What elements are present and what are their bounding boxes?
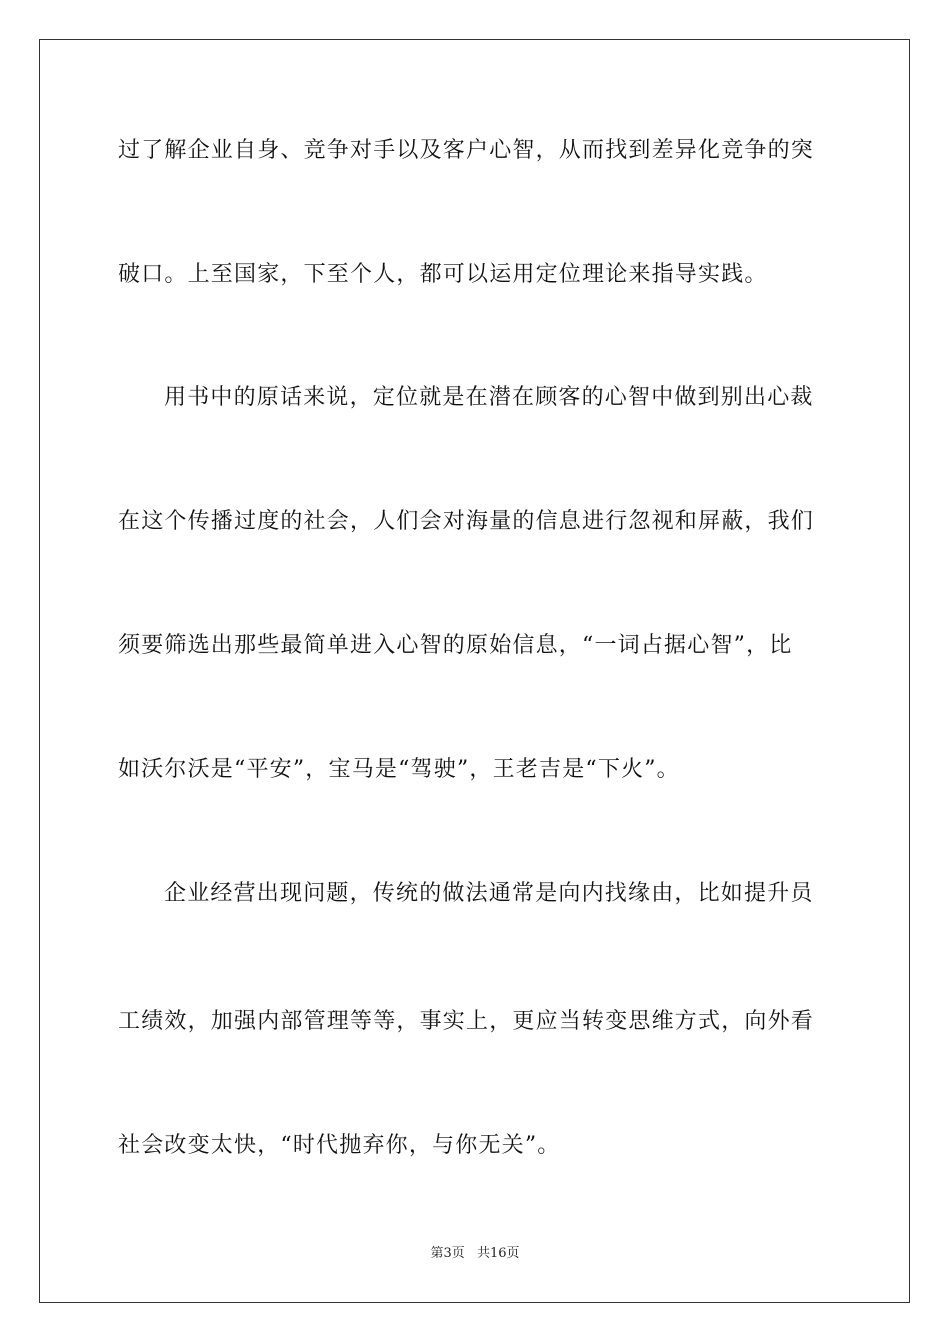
text-line: 过了解企业自身、竞争对手以及客户心智，从而找到差异化竞争的突	[118, 138, 815, 163]
page-border	[39, 39, 910, 1303]
text-line: 在这个传播过度的社会，人们会对海量的信息进行忽视和屏蔽，我们	[118, 509, 815, 534]
text-line: 工绩效，加强内部管理等等，事实上，更应当转变思维方式，向外看	[118, 1009, 815, 1034]
page-footer	[0, 1246, 950, 1262]
paragraph-first-line: 用书中的原话来说，定位就是在潜在顾客的心智中做到别出心裁	[164, 385, 814, 410]
total-pages: 共16页	[476, 1246, 520, 1261]
text-line: 社会改变太快，“时代抛弃你，与你无关”。	[118, 1133, 561, 1158]
text-line: 须要筛选出那些最简单进入心智的原始信息，“一词占据心智”，比	[118, 633, 793, 658]
paragraph-first-line: 企业经营出现问题，传统的做法通常是向内找缘由，比如提升员	[164, 881, 814, 906]
text-line: 破口。上至国家，下至个人，都可以运用定位理论来指导实践。	[118, 262, 768, 287]
text-line: 如沃尔沃是“平安”，宝马是“驾驶”，王老吉是“下火”。	[118, 757, 680, 782]
page-number: 第3页	[430, 1246, 465, 1261]
